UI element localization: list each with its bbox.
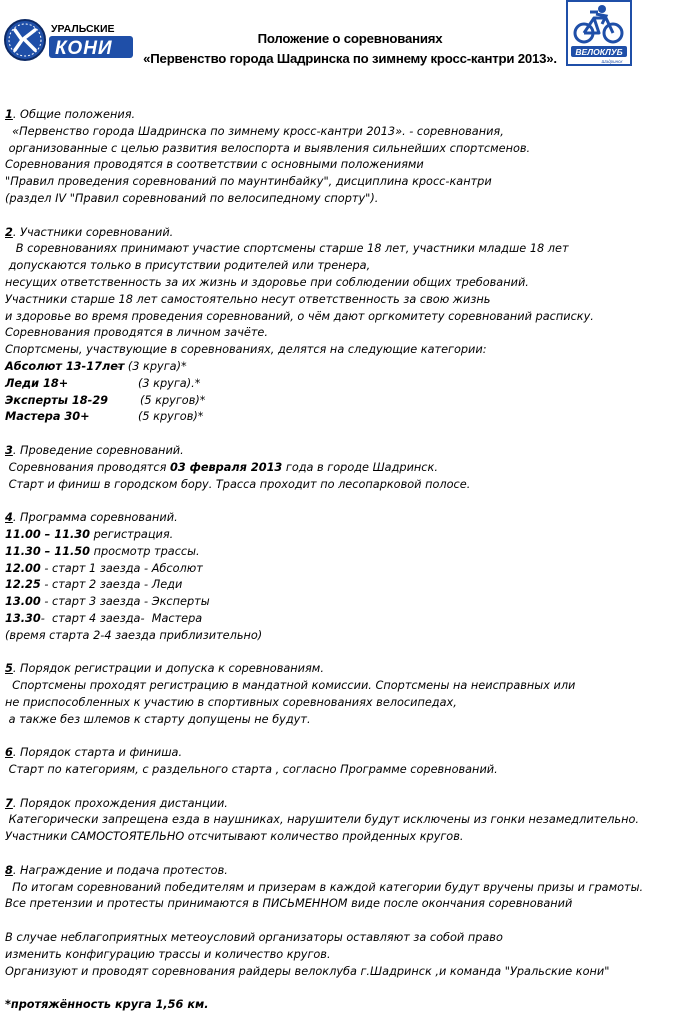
body-line: и здоровье во время проведения соревнований, о чём дают оргкомитету соревнований расписку. <box>5 309 594 323</box>
body-line: "Правил проведения соревнований по маунтинбайку", дисциплина кросс-кантри <box>5 175 492 189</box>
section-title: . Порядок прохождения дистанции. <box>12 796 228 810</box>
schedule-text: - старт 3 заезда - Эксперты <box>40 595 210 609</box>
document-body <box>5 107 695 1014</box>
body-line: допускаются только в присутствии родителей или тренера, <box>5 259 371 273</box>
schedule-text: - старт 1 заезда - Абсолют <box>40 561 203 575</box>
logo-right-line2: Шадринск <box>601 59 623 64</box>
text-fragment: года в городе Шадринск. <box>282 460 438 474</box>
body-line: «Первенство города Шадринска по зимнему кросс-кантри 2013». - соревнования, <box>5 124 504 138</box>
section-title: . Порядок регистрации и допуска к соревнованиям. <box>12 662 324 676</box>
body-line: Все претензии и протесты принимаются в ПИСЬМЕННОМ виде после окончания соревнований <box>5 897 573 911</box>
body-line: Категорически запрещена езда в наушниках, нарушители будут исключены из гонки незамедлительно. <box>5 813 639 827</box>
schedule-item <box>5 611 695 628</box>
footnote: *протяжённость круга 1,56 км. <box>5 998 209 1012</box>
body-line: Соревнования проводятся в личном зачёте. <box>5 326 268 340</box>
body-line: не приспособленных к участию в спортивных соревнованиях велосипедах, <box>5 695 457 709</box>
title-line-2: «Первенство города Шадринска по зимнему кросс-кантри 2013». <box>143 51 557 66</box>
schedule-note: (время старта 2-4 заезда приблизительно) <box>5 628 263 642</box>
section-3-heading <box>5 443 695 460</box>
section-1-heading <box>5 107 695 124</box>
section-number: 1 <box>5 108 13 121</box>
schedule-time: 11.30 – 11.50 <box>5 544 90 558</box>
category-name: Эксперты 18-29 <box>5 393 109 407</box>
category-row <box>5 359 695 376</box>
section-number: 4 <box>5 511 13 525</box>
category-row <box>5 376 695 393</box>
section-number: 5 <box>5 662 13 676</box>
body-line: Организуют и проводят соревнования райдеры велоклуба г.Шадринск ,и команда "Уральские кони" <box>5 964 610 978</box>
veloklub-logo <box>566 0 632 66</box>
schedule-time: 12.00 <box>5 561 41 575</box>
category-laps: (5 кругов)* <box>140 393 206 407</box>
schedule-text: - старт 4 заезда- Мастера <box>40 611 203 625</box>
logo-left-line1: УРАЛЬСКИЕ <box>51 23 115 35</box>
section-title: . Участники соревнований. <box>12 225 174 239</box>
section-number: 6 <box>5 746 13 760</box>
logo-right-line1: ВЕЛОКЛУБ <box>575 47 623 57</box>
body-line: изменить конфигурацию трассы и количество кругов. <box>5 947 331 961</box>
body-line: Соревнования проводятся в соответствии с основными положениями <box>5 158 424 172</box>
body-line: Спортсмены проходят регистрацию в мандатной комиссии. Спортсмены на неисправных или <box>5 679 576 693</box>
section-6-heading <box>5 745 695 762</box>
section-title: . Проведение соревнований. <box>12 443 184 457</box>
schedule-item <box>5 594 695 611</box>
section-title: . Порядок старта и финиша. <box>12 746 183 760</box>
category-row <box>5 409 695 426</box>
category-name: Абсолют 13-17лет <box>5 359 125 373</box>
body-line: Участники САМОСТОЯТЕЛЬНО отсчитывают количество пройденных кругов. <box>5 830 464 844</box>
event-date: 03 февраля 2013 <box>170 460 283 474</box>
body-line: По итогам соревнований победителям и призерам в каждой категории будут вручены призы и грамоты. <box>5 880 644 894</box>
title-line-1: Положение о соревнованиях <box>257 31 443 46</box>
schedule-text: просмотр трассы. <box>89 544 200 558</box>
body-line: несущих ответственность за их жизнь и здоровье при соблюдении общих требований. <box>5 275 529 289</box>
body-line: (раздел IV "Правил соревнований по велосипедному спорту"). <box>5 191 379 205</box>
text-fragment: Соревнования проводятся <box>5 460 170 474</box>
section-5-heading <box>5 661 695 678</box>
section-number: 3 <box>5 443 13 457</box>
category-name: Леди 18+ <box>5 376 69 390</box>
section-number: 7 <box>5 796 13 810</box>
body-line: а также без шлемов к старту допущены не будут. <box>5 712 311 726</box>
section-4-heading <box>5 510 695 527</box>
category-laps: - (3 круга)* <box>113 359 187 373</box>
schedule-text: - старт 2 заезда - Леди <box>40 578 183 592</box>
schedule-time: 12.25 <box>5 578 41 592</box>
category-laps: (3 круга).* <box>138 376 201 390</box>
schedule-time: 13.00 <box>5 595 41 609</box>
schedule-item <box>5 577 695 594</box>
body-line: Старт по категориям, с раздельного старта , согласно Программе соревнований. <box>5 763 498 777</box>
schedule-time: 13.30 <box>5 611 41 625</box>
body-line: организованные с целью развития велоспорта и выявления сильнейших спортсменов. <box>5 141 531 155</box>
section-title: . Общие положения. <box>12 108 136 121</box>
logo-left-line2: КОНИ <box>55 38 113 59</box>
schedule-item <box>5 527 695 544</box>
section-8-heading <box>5 863 695 880</box>
category-row <box>5 393 695 410</box>
section-2-heading <box>5 225 695 242</box>
document-title <box>140 29 560 69</box>
schedule-item <box>5 561 695 578</box>
schedule-text: регистрация. <box>89 527 174 541</box>
body-line: Спортсмены, участвующие в соревнованиях, делятся на следующие категории: <box>5 343 487 357</box>
body-line: В случае неблагоприятных метеоусловий организаторы оставляют за собой право <box>5 931 503 945</box>
category-name: Мастера 30+ <box>5 410 90 424</box>
body-line: Участники старше 18 лет самостоятельно несут ответственность за свою жизнь <box>5 292 491 306</box>
category-laps: (5 кругов)* <box>138 410 204 424</box>
section-7-heading <box>5 796 695 813</box>
section-number: 8 <box>5 863 13 877</box>
body-line: В соревнованиях принимают участие спортсмены старше 18 лет, участники младше 18 лет <box>5 242 569 256</box>
schedule-time: 11.00 – 11.30 <box>5 527 90 541</box>
schedule-item <box>5 544 695 561</box>
body-line: Старт и финиш в городском бору. Трасса проходит по лесопарковой полосе. <box>5 477 471 491</box>
section-title: . Награждение и подача протестов. <box>12 863 228 877</box>
section-number: 2 <box>5 225 13 239</box>
uralskie-koni-logo <box>3 12 135 68</box>
section-title: . Программа соревнований. <box>12 511 178 525</box>
body-line <box>5 460 695 477</box>
